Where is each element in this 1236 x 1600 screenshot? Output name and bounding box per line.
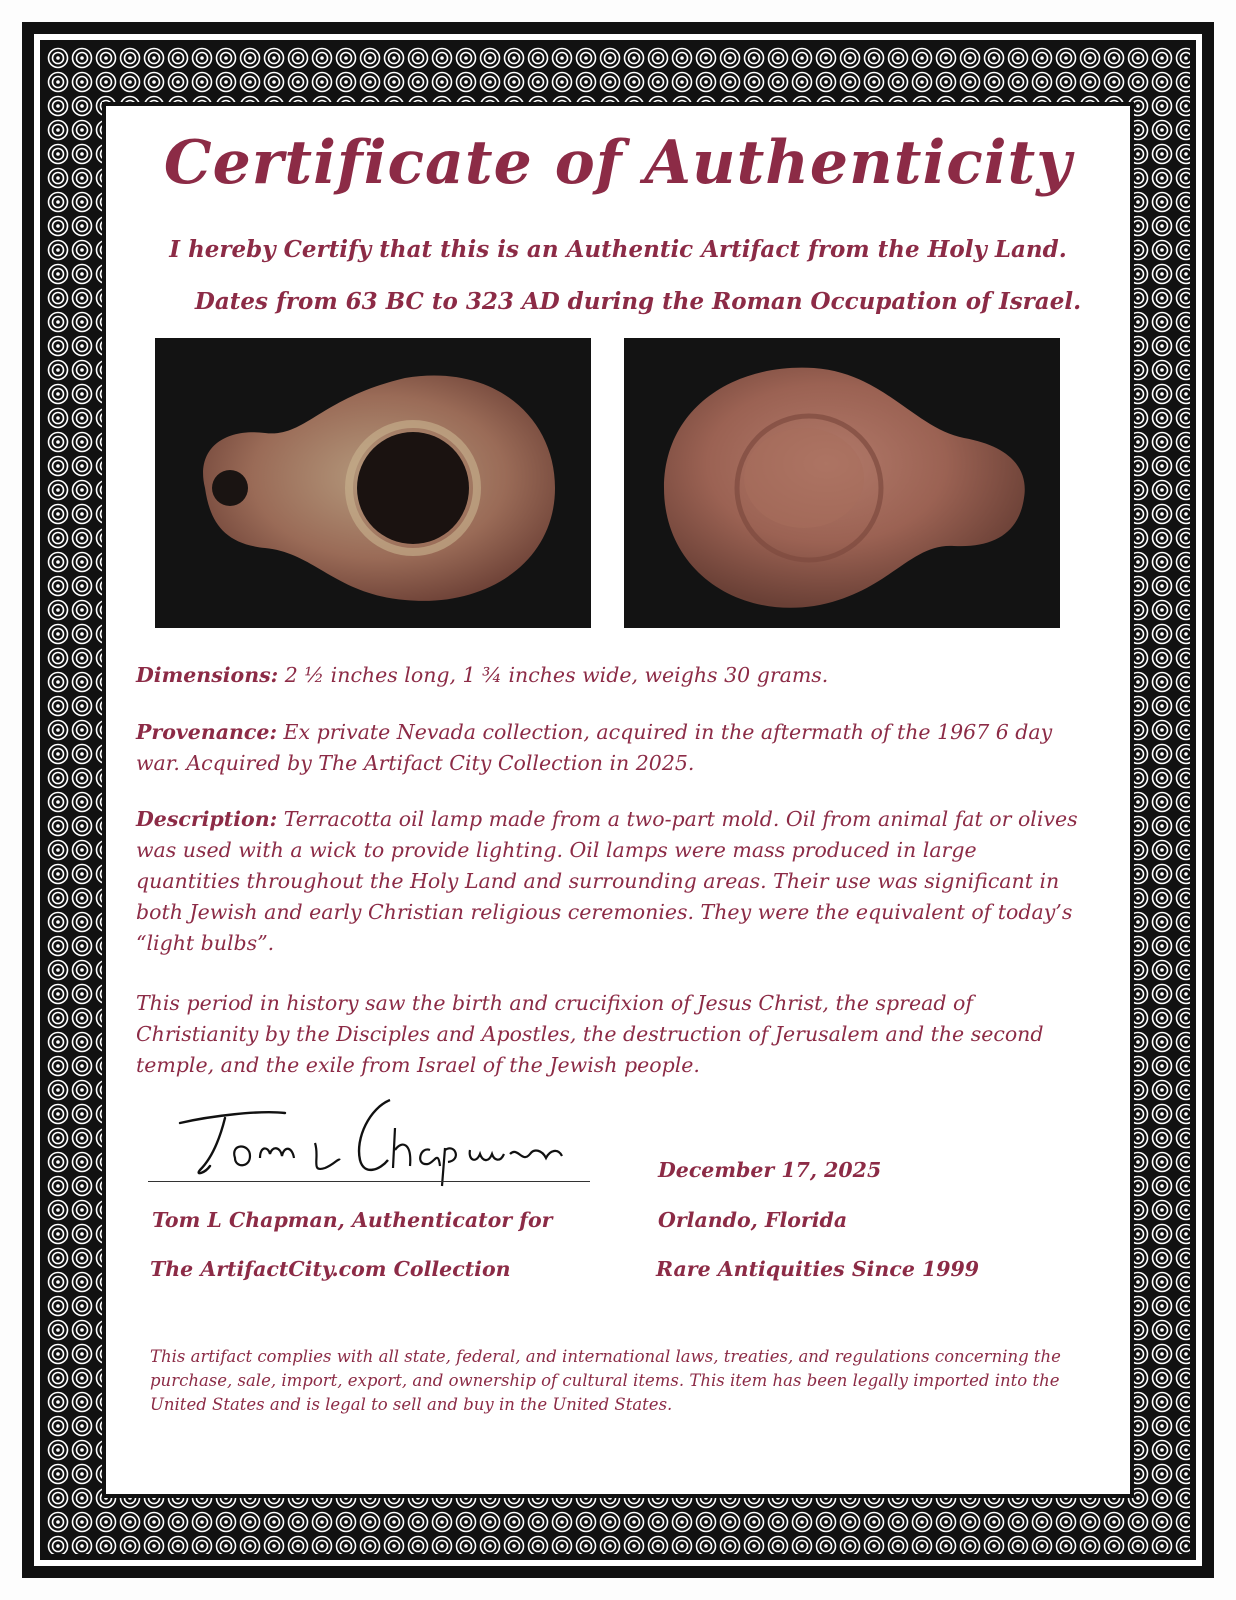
dimensions-text: 2 ½ inches long, 1 ¾ inches wide, weighs 30 grams.	[278, 663, 829, 687]
certification-statement: I hereby Certify that this is an Authentic Artifact from the Holy Land.	[169, 236, 1067, 263]
description-text: Terracotta oil lamp made from a two-part mold. Oil from animal fat or olives was used with a wick to provide lighting. Oil lamps were mass produced in large quantities throughout the Holy Land and surrounding areas. Their use was significant in both Jewish and early Christian religious ceremonies. They were the equivalent of today’s “light bulbs”.	[136, 807, 1078, 955]
date-range-statement: Dates from 63 BC to 323 AD during the Roman Occupation of Israel.	[194, 288, 1082, 315]
history-paragraph: This period in history saw the birth and crucifixion of Jesus Christ, the spread of Christianity by the Disciples and Apostles, the destruction of Jerusalem and the second temple, and the exile from Israel of the Jewish people.	[136, 991, 1044, 1077]
provenance-label: Provenance:	[136, 720, 278, 744]
company-tagline: Rare Antiquities Since 1999	[656, 1257, 980, 1281]
signature-line	[148, 1181, 590, 1182]
certificate-title: Certificate of Authenticity	[163, 128, 1073, 198]
authenticator-name: Tom L Chapman, Authenticator for	[152, 1208, 553, 1232]
legal-disclaimer: This artifact complies with all state, federal, and international laws, treaties, and regulations concerning the purchase, sale, import, export, and ownership of cultural items. This item has been legally imported into the United States and is legal to sell and buy in the United States.	[150, 1347, 1061, 1414]
description-label: Description:	[136, 807, 278, 831]
artifact-photo-bottom	[624, 338, 1060, 628]
handwritten-signature	[150, 1088, 570, 1188]
dimensions-paragraph	[136, 660, 1086, 691]
artifact-photo-top	[155, 338, 591, 628]
collection-name: The ArtifactCity.com Collection	[150, 1257, 511, 1281]
certificate-location: Orlando, Florida	[658, 1208, 848, 1232]
provenance-text: Ex private Nevada collection, acquired in the aftermath of the 1967 6 day war. Acquired by The Artifact City Collection in 2025.	[136, 720, 1053, 775]
provenance-paragraph	[136, 717, 1086, 779]
certificate-date: December 17, 2025	[658, 1158, 882, 1182]
description-paragraph	[136, 804, 1086, 959]
dimensions-label: Dimensions:	[136, 663, 279, 687]
